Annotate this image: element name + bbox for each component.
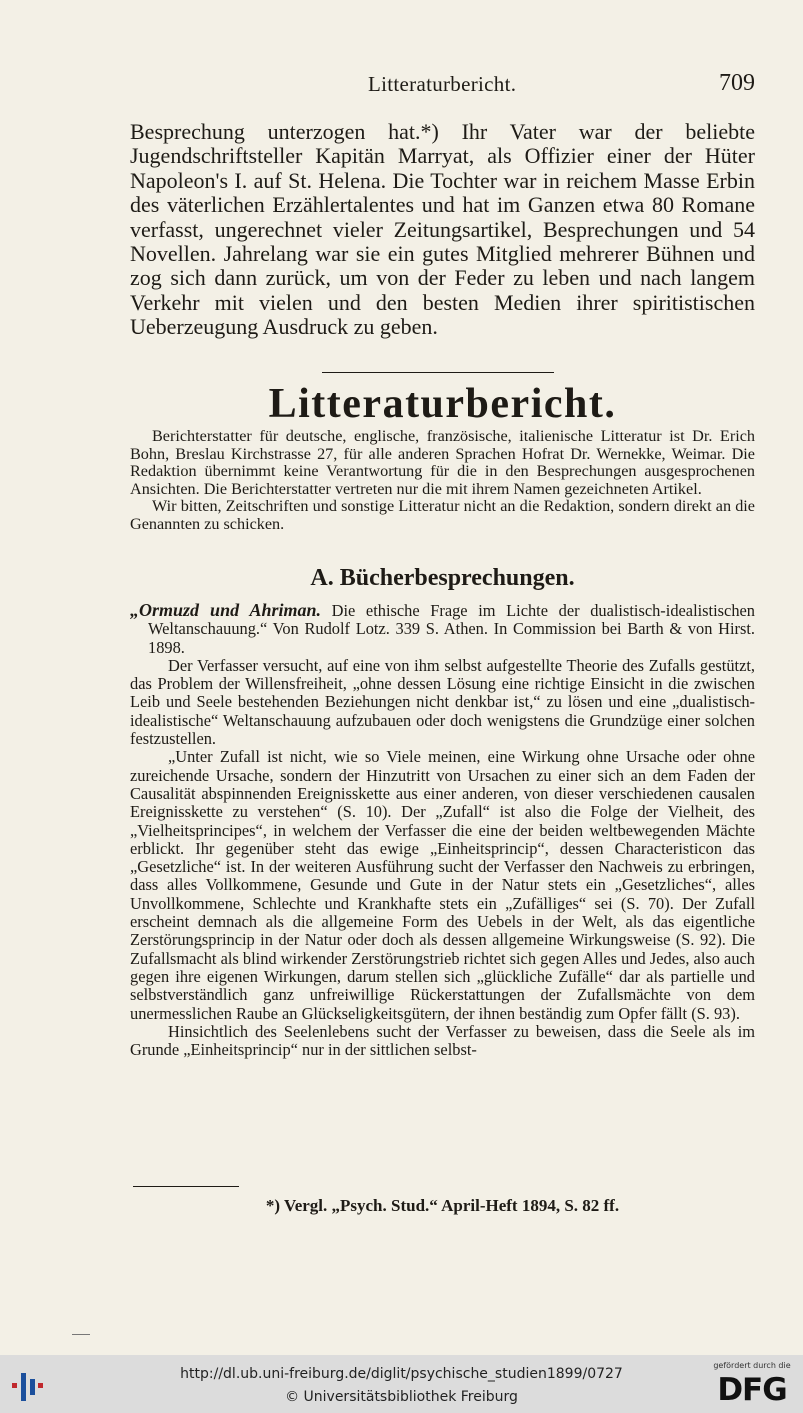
review-paragraph: Hinsichtlich des Seelenlebens sucht der Verfasser zu beweisen, dass die Seele als im Grunde „Einheitsprincip“ nur in der sittlichen selbst-	[130, 1021, 755, 1060]
viewer-footer	[0, 1355, 803, 1413]
intro-paragraph: Wir bitten, Zeitschriften und sonstige Litteratur nicht an die Redaktion, sondern direkt an die Genannten zu schicken.	[130, 497, 755, 533]
dfg-logo-text: DFG	[717, 1372, 787, 1408]
scan-mark	[72, 1334, 90, 1335]
book-details: Die ethische Frage im Lichte der dualistisch-idealistischen Weltanschauung.“ Von Rudolf Lotz. 339 S. Athen. In Commission bei Barth & von Hirst. 1898.	[148, 601, 755, 657]
review-paragraph: „Unter Zufall ist nicht, wie so Viele meinen, eine Wirkung ohne Ursache oder ohne zureichende Ursache, sondern der Hinzutritt von Ursachen zu einer sich an dem Faden der Causalität abspinnenden Ereignisskette aus einer anderen, von dieser verschiedenen causalen Ereignisskette zu verstehen“ (S. 10). Der „Zufall“ ist also die Folge der Vielheit, des „Vielheitsprincipes“, in welchem der Verfasser die eine der beiden weltbewegenden Mächte erblickt. Ihr gegenüber steht das ewige „Einheitsprincip“, dessen Characteristicon das „Gesetzliche“ ist. In der weiteren Ausführung sucht der Verfasser den Nachweis zu erbringen, dass alles Vollkommene, Gesunde und Gute in der Natur stets ein „Gesetzliches“, alles Unvollkommene, Schlechte und Krankhafte stets ein „Zufälliges“ sei (S. 70). Der Zufall erscheint demnach als die allgemeine Form des Uebels in der Welt, als das eigentliche Zerstörungsprincip in der Natur oder doch als dessen allgemeine Wirkungsweise (S. 92). Die Zufallsmacht als blind wirkender Zerstörungstrieb richtet sich gegen Alles und Jedes, also auch gegen ihre eigenen Wirkungen, darum stellen sich „glückliche Zufälle“ dar als partielle und selbstverständlich ganz unfreiwillige Rückerstattungen der Zufallsmächte von dem unermesslichen Raube an Glückseligkeitsgütern, der ihnen beständig zum Opfer fällt (S. 93).	[130, 747, 755, 1023]
page-header	[130, 72, 755, 102]
book-review	[130, 601, 755, 1059]
footnote-rule	[133, 1186, 239, 1187]
intro-block	[130, 428, 755, 533]
separator-rule	[322, 372, 554, 373]
permalink-url[interactable]: http://dl.ub.uni-freiburg.de/diglit/psychische_studien1899/0727	[180, 1366, 623, 1382]
page-number: 709	[719, 70, 755, 96]
footnote: *) Vergl. „Psych. Stud.“ April-Heft 1894, S. 82 ff.	[265, 1196, 620, 1215]
lead-paragraph: Besprechung unterzogen hat.*) Ihr Vater war der beliebte Jugendschriftsteller Kapitän Marryat, als Offizier einer der Hüter Napoleon's I. auf St. Helena. Die Tochter war in reichem Masse Erbin des väterlichen Erzählertalentes und hat im Ganzen etwa 80 Romane verfasst, ungerechnet vieler Zeitungsartikel, Besprechungen und 54 Novellen. Jahrelang war sie ein gutes Mitglied mehrerer Bühnen und zog sich dann zurück, um von der Feder zu leben und nach langem Verkehr mit vielen und den besten Medien ihrer spiritistischen Ueberzeugung Ausdruck zu geben.	[130, 119, 755, 340]
review-paragraph: Der Verfasser versucht, auf eine von ihm selbst aufgestellte Theorie des Zufalls gestützt, das Problem der Willensfreiheit, „ohne dessen Lösung eine richtige Einsicht in die zwischen Leib und Seele bestehenden Beziehungen nicht denkbar ist,“ zu lösen und eine „dualistisch-idealistische“ Weltanschauung aufzubauen oder doch wenigstens die Grundzüge einer solchen festzustellen.	[130, 655, 755, 749]
running-title: Litteraturbericht.	[368, 72, 517, 96]
intro-paragraph: Berichterstatter für deutsche, englische, französische, italienische Litteratur ist Dr. Erich Bohn, Breslau Kirchstrasse 27, für alle anderen Sprachen Hofrat Dr. Wernekke, Weimar. Die Redaktion übernimmt keine Verantwortung für die in den Besprechungen ausgesprochenen Ansichten. Die Berichterstatter vertreten nur die mit ihrem Namen gezeichneten Artikel.	[130, 427, 755, 498]
book-title: „Ormuzd und Ahriman.	[130, 600, 321, 620]
dfg-logo[interactable]	[709, 1361, 795, 1409]
lead-paragraph-block	[130, 120, 755, 340]
copyright-notice: © Universitätsbibliothek Freiburg	[285, 1389, 518, 1405]
review-entry-heading	[130, 601, 755, 657]
section-title: Litteraturbericht.	[268, 381, 617, 427]
dfg-tagline: gefördert durch die	[713, 1361, 791, 1370]
subsection-title: A. Bücherbesprechungen.	[310, 565, 575, 591]
